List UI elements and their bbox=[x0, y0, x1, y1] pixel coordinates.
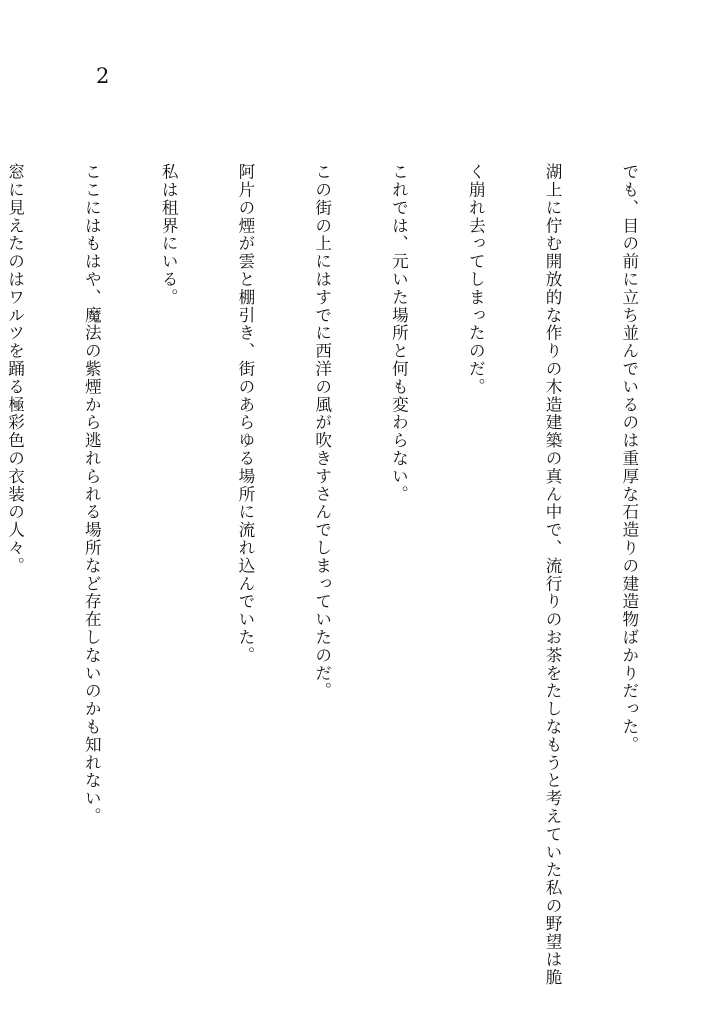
text-line: でも、目の前に立ち並んでいるのは重厚な石造りの建造物ばかりだった。 bbox=[619, 163, 639, 754]
vertical-text-body bbox=[0, 163, 693, 987]
text-line: く崩れ去ってしまったのだ。 bbox=[466, 163, 486, 396]
text-line: ここにはもはや、魔法の紫煙から逃れられる場所など存在しないのかも知れない。 bbox=[82, 163, 102, 826]
text-line: 湖上に佇む開放的な作りの木造建築の真ん中で、流行りのお茶をたしなもうと考えていた私の野望は脆 bbox=[543, 163, 563, 987]
text-line: 阿片の煙が雲と棚引き、街のあらゆる場所に流れ込んでいた。 bbox=[235, 163, 255, 665]
page-number: 2 bbox=[96, 64, 110, 88]
text-line: 窓に見えたのはワルツを踊る極彩色の衣装の人々。 bbox=[5, 163, 25, 575]
text-line: 私は租界にいる。 bbox=[159, 163, 179, 307]
text-line: これでは、元いた場所と何も変わらない。 bbox=[389, 163, 409, 504]
text-line: この街の上にはすでに西洋の風が吹きすさんでしまっていたのだ。 bbox=[312, 163, 332, 700]
